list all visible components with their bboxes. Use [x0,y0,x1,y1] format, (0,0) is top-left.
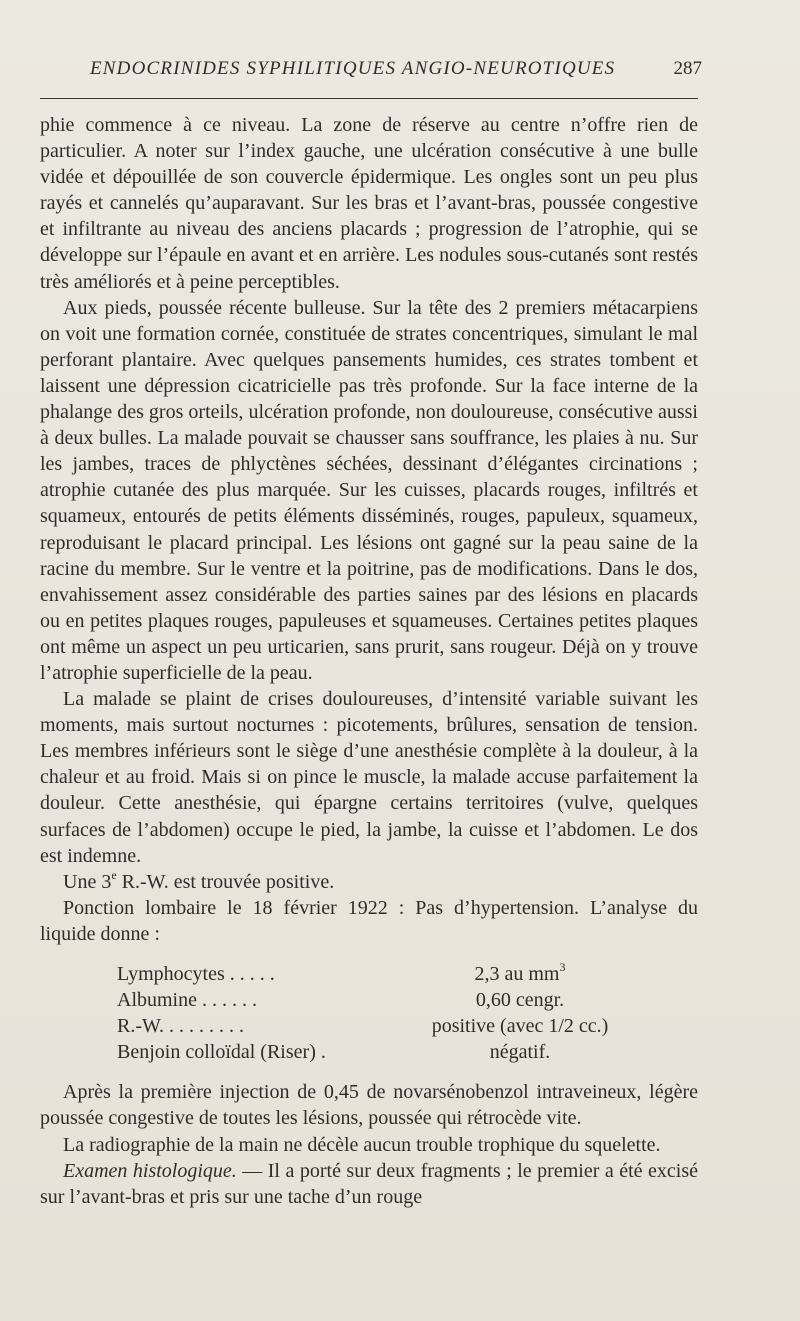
table-row [40,961,698,987]
table-row-value [414,1013,626,1039]
table-row [40,1039,698,1065]
table-row-value-text: négatif. [489,1041,551,1064]
header-rule [40,98,698,99]
paragraph-1: phie commence à ce niveau. La zone de réserve au centre n’offre rien de particulier. A noter sur l’index gauche, une ulcération consécutive à une bulle vidée et dépouillée de son couvercle épidermique. Les ongles sont un peu plus rayés et cannelés qu’auparavant. Sur les bras et l’avant-bras, poussée congestive et infiltrante au niveau des anciens placards ; progression de l’atrophie, qui se développe sur l’épaule en avant et en arrière. Les nodules sous-cutanés sont restés très améliorés et à peine perceptibles. [40,114,698,293]
paragraph-4-prefix: Une 3 [63,870,112,893]
table-row-label: Albumine . . . . . . [117,989,257,1012]
table-row-value-text: positive (avec 1/2 cc.) [431,1015,609,1038]
table-row [40,1013,698,1039]
table-row-value [414,961,626,987]
table-row [40,987,698,1013]
paragraph-8-text: — Il a porté sur deux fragments ; le premier a été excisé sur l’avant-bras et pris sur une tache d’un rouge [40,1159,698,1208]
paragraph-5: Ponction lombaire le 18 février 1922 : Pas d’hypertension. L’analyse du liquide donne : [40,896,698,945]
table-row-label: Lymphocytes . . . . . [117,963,275,985]
table-row-label: R.-W. . . . . . . . . [117,1015,245,1038]
paragraph-7: La radiographie de la main ne décèle aucun trouble trophique du squelette. [63,1133,661,1156]
paragraph-6: Après la première injection de 0,45 de novarsénobenzol intraveineux, légère poussée congestive de toutes les lésions, poussée qui rétrocède vite. [40,1081,698,1130]
paragraph-4-rest: R.-W. est trouvée positive. [116,870,335,893]
section-heading-histology: Examen histologique. [63,1159,237,1182]
paragraph-8 [40,1158,698,1210]
table-row-value-superscript: 3 [559,960,566,975]
csf-analysis-table [40,961,698,1065]
paragraph-4 [40,869,698,895]
page-header [40,58,700,88]
body-text [40,112,698,1210]
table-row-value-text: 0,60 cengr. [475,989,565,1012]
paragraph-4-superscript: e [111,868,117,883]
paragraph-2: Aux pieds, poussée récente bulleuse. Sur la tête des 2 premiers métacarpiens on voit une formation cornée, constituée de strates concentriques, simulant le mal perforant plantaire. Avec quelques pansements humides, ces strates tombent et laissent une dépression cicatricielle pas très profonde. Sur la face interne de la phalange des gros orteils, ulcération profonde, non douloureuse, consécutive aussi à deux bulles. La malade pouvait se chausser sans souffrance, les plaies à nu. Sur les jambes, traces de phlyctènes séchées, dessinant d’élégantes circinations ; atrophie cutanée des plus marquée. Sur les cuisses, placards rouges, infiltrés et squameux, entourés de petits éléments disséminés, rouges, papuleux, squameux, reproduisant le placard principal. Les lésions ont gagné sur la peau saine de la racine du membre. Sur le ventre et la poitrine, pas de modifications. Dans le dos, envahissement assez considérable des parties saines par des lésions en placards ou en petites plaques rouges, papuleuses et squameuses. Certaines petites plaques ont même un aspect un peu urticarien, sans prurit, sans rougeur. Déjà on y trouve l’atrophie superficielle de la peau. [40,296,698,684]
page-number: 287 [673,58,702,79]
paragraph-3: La malade se plaint de crises douloureuses, d’intensité variable suivant les moments, mais surtout nocturnes : picotements, brûlures, sensation de tension. Les membres inférieurs sont le siège d’une anesthésie complète à la douleur, à la chaleur et au froid. Mais si on pince le muscle, la malade accuse parfaitement la douleur. Cette anesthésie, qui épargne certains territoires (vulve, quelques surfaces de l’abdomen) occupe le pied, la jambe, la cuisse et l’abdomen. Le dos est indemne. [40,688,698,867]
table-row-value [414,1039,626,1065]
running-title: ENDOCRINIDES SYPHILITIQUES ANGIO-NEUROTIQUES [90,58,616,79]
table-row-label: Benjoin colloïdal (Riser) . [117,1041,326,1064]
table-row-value [414,987,626,1013]
table-row-value-text: 2,3 au mm [474,963,560,985]
